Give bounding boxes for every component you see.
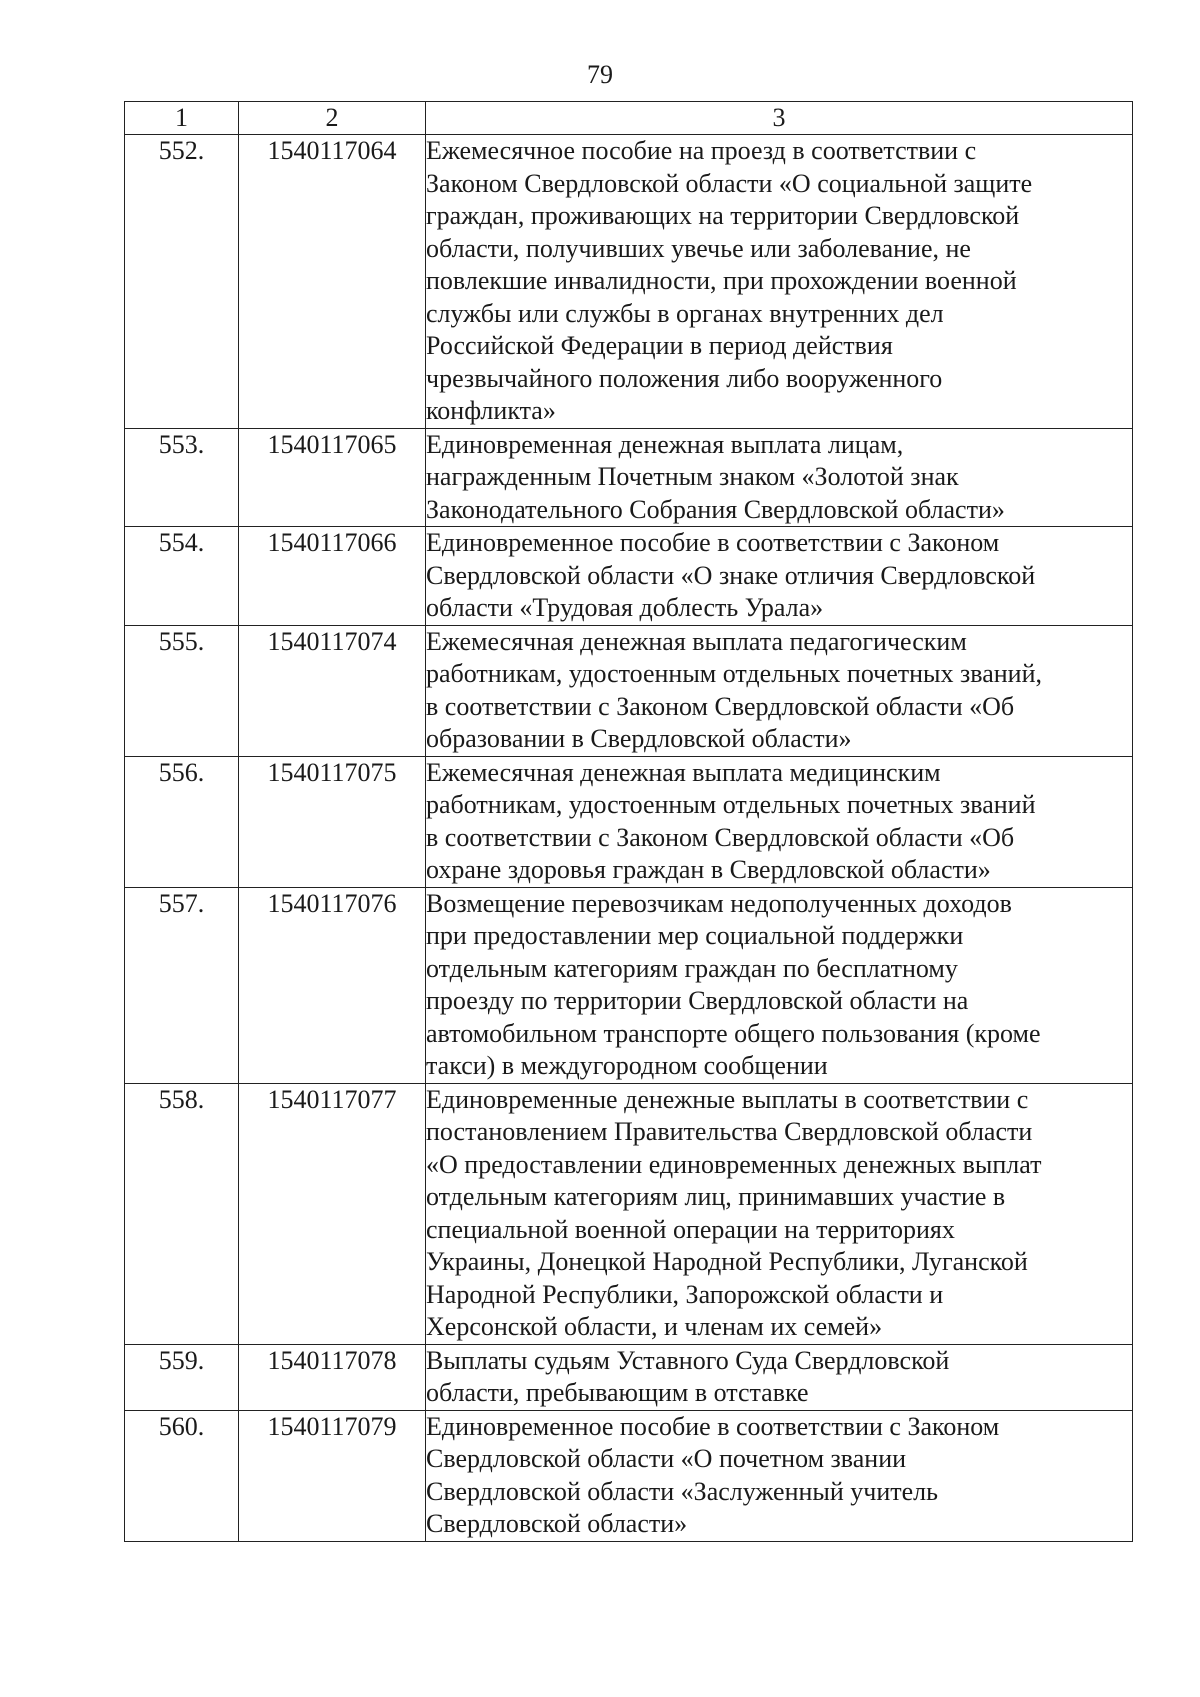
description-line: проезду по территории Свердловской области на bbox=[426, 986, 969, 1015]
row-description bbox=[426, 428, 1133, 527]
description-line: Свердловской области «О знаке отличия Свердловской bbox=[426, 560, 1036, 590]
description-line: награжденным Почетным знаком «Золотой знак bbox=[426, 462, 959, 491]
row-code: 1540117065 bbox=[239, 428, 426, 527]
description-line: Законом Свердловской области «О социальной защите bbox=[426, 168, 1033, 198]
description-line: повлекшие инвалидности, при прохождении военной bbox=[426, 266, 1017, 295]
row-number: 558. bbox=[125, 1083, 239, 1344]
row-code: 1540117079 bbox=[239, 1410, 426, 1541]
row-code: 1540117074 bbox=[239, 625, 426, 756]
table-row bbox=[125, 887, 1133, 1083]
row-code: 1540117066 bbox=[239, 527, 426, 626]
row-number: 556. bbox=[125, 756, 239, 887]
row-code: 1540117075 bbox=[239, 756, 426, 887]
row-description bbox=[426, 135, 1133, 429]
row-number: 554. bbox=[125, 527, 239, 626]
description-line: Единовременное пособие в соответствии с Законом bbox=[426, 1411, 1000, 1441]
row-number: 557. bbox=[125, 887, 239, 1083]
table-row bbox=[125, 428, 1133, 527]
description-line: чрезвычайного положения либо вооруженного bbox=[426, 363, 943, 393]
description-line: специальной военной операции на территориях bbox=[426, 1214, 955, 1244]
description-line: Херсонской области, и членам их семей» bbox=[426, 1312, 883, 1341]
description-line: Ежемесячное пособие на проезд в соответствии с bbox=[426, 136, 977, 165]
description-line: образовании в Свердловской области» bbox=[426, 724, 852, 753]
description-line: при предоставлении мер социальной поддержки bbox=[426, 921, 964, 950]
description-line: отдельным категориям лиц, принимавших участие в bbox=[426, 1182, 1006, 1211]
row-number: 552. bbox=[125, 135, 239, 429]
description-line: Народной Республики, Запорожской области и bbox=[426, 1279, 944, 1309]
description-line: в соответствии с Законом Свердловской области «Об bbox=[426, 822, 1015, 852]
row-description bbox=[426, 1344, 1133, 1410]
description-line: отдельным категориям граждан по бесплатному bbox=[426, 953, 958, 983]
row-description bbox=[426, 756, 1133, 887]
table-header bbox=[125, 102, 1133, 135]
description-line: Законодательного Собрания Свердловской области» bbox=[426, 494, 1005, 524]
description-line: «О предоставлении единовременных денежных выплат bbox=[426, 1149, 1042, 1179]
row-code: 1540117064 bbox=[239, 135, 426, 429]
description-line: Свердловской области» bbox=[426, 1509, 688, 1538]
table-row bbox=[125, 1344, 1133, 1410]
row-description bbox=[426, 1083, 1133, 1344]
header-row bbox=[125, 102, 1133, 135]
row-description bbox=[426, 527, 1133, 626]
table-row bbox=[125, 1410, 1133, 1541]
description-line: службы или службы в органах внутренних дел bbox=[426, 298, 944, 328]
description-line: Единовременное пособие в соответствии с Законом bbox=[426, 528, 1000, 557]
registry-table bbox=[124, 101, 1133, 1542]
table-row bbox=[125, 625, 1133, 756]
description-line: области, пребывающим в отставке bbox=[426, 1378, 809, 1407]
description-line: постановлением Правительства Свердловской области bbox=[426, 1117, 1033, 1146]
description-line: Украины, Донецкой Народной Республики, Луганской bbox=[426, 1247, 1028, 1276]
table-row bbox=[125, 756, 1133, 887]
description-line: Российской Федерации в период действия bbox=[426, 331, 893, 360]
description-line: Ежемесячная денежная выплата педагогическим bbox=[426, 626, 967, 656]
description-line: автомобильном транспорте общего пользования (кроме bbox=[426, 1018, 1041, 1048]
description-line: работникам, удостоенным отдельных почетных званий, bbox=[426, 659, 1043, 688]
row-number: 559. bbox=[125, 1344, 239, 1410]
description-line: области «Трудовая доблесть Урала» bbox=[426, 593, 824, 622]
header-col-1: 1 bbox=[125, 102, 239, 135]
description-line: Единовременная денежная выплата лицам, bbox=[426, 429, 904, 459]
description-line: граждан, проживающих на территории Свердловской bbox=[426, 201, 1020, 230]
row-number: 560. bbox=[125, 1410, 239, 1541]
header-col-3: 3 bbox=[426, 102, 1133, 135]
description-line: Ежемесячная денежная выплата медицинским bbox=[426, 757, 941, 787]
description-line: Возмещение перевозчикам недополученных доходов bbox=[426, 888, 1012, 918]
description-line: Свердловской области «О почетном звании bbox=[426, 1444, 907, 1473]
row-description bbox=[426, 625, 1133, 756]
table-row bbox=[125, 1083, 1133, 1344]
header-col-2: 2 bbox=[239, 102, 426, 135]
description-line: работникам, удостоенным отдельных почетных званий bbox=[426, 790, 1036, 819]
description-line: Единовременные денежные выплаты в соответствии с bbox=[426, 1084, 1029, 1114]
row-description bbox=[426, 887, 1133, 1083]
row-number: 553. bbox=[125, 428, 239, 527]
description-line: области, получивших увечье или заболевание, не bbox=[426, 233, 971, 263]
table-row bbox=[125, 135, 1133, 429]
row-code: 1540117077 bbox=[239, 1083, 426, 1344]
description-line: охране здоровья граждан в Свердловской области» bbox=[426, 855, 991, 884]
table-body bbox=[125, 135, 1133, 1542]
description-line: конфликта» bbox=[426, 396, 556, 425]
row-code: 1540117078 bbox=[239, 1344, 426, 1410]
description-line: в соответствии с Законом Свердловской области «Об bbox=[426, 691, 1015, 721]
row-description bbox=[426, 1410, 1133, 1541]
page-number: 79 bbox=[587, 60, 613, 89]
description-line: Выплаты судьям Уставного Суда Свердловской bbox=[426, 1345, 950, 1375]
description-line: такси) в междугородном сообщении bbox=[426, 1051, 828, 1080]
description-line: Свердловской области «Заслуженный учитель bbox=[426, 1476, 939, 1506]
row-number: 555. bbox=[125, 625, 239, 756]
table-row bbox=[125, 527, 1133, 626]
row-code: 1540117076 bbox=[239, 887, 426, 1083]
